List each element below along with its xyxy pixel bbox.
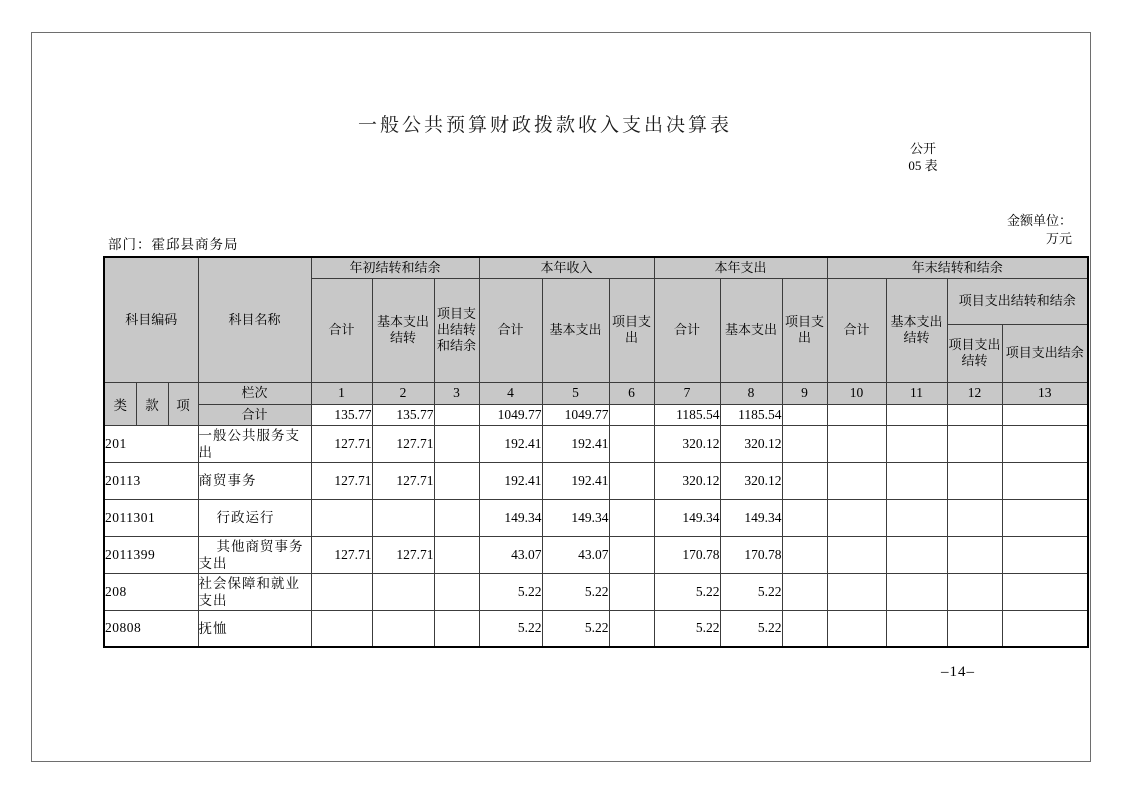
subject-code-cell: 2011399	[104, 536, 198, 573]
value-cell: 192.41	[479, 425, 542, 462]
header-col-7-total: 合计	[654, 278, 720, 382]
value-cell	[947, 425, 1002, 462]
value-cell	[372, 499, 434, 536]
value-cell	[1002, 610, 1088, 647]
value-cell: 127.71	[372, 425, 434, 462]
value-cell	[827, 425, 886, 462]
column-number-row	[104, 382, 1088, 404]
column-number: 11	[886, 382, 947, 404]
amount-unit-label	[948, 212, 1072, 247]
subject-name-cell: 其他商贸事务支出	[198, 536, 311, 573]
header-col-13-project-balance: 项目支出结余	[1002, 324, 1088, 382]
value-cell: 149.34	[542, 499, 609, 536]
header-code-class: 类	[104, 382, 136, 425]
value-cell	[1002, 536, 1088, 573]
table-body	[104, 257, 1088, 647]
value-cell	[434, 462, 479, 499]
grand-total-row	[104, 404, 1088, 425]
page-number: –14–	[941, 664, 975, 680]
value-cell	[1002, 425, 1088, 462]
header-group-row	[104, 257, 1088, 278]
value-cell: 149.34	[479, 499, 542, 536]
column-number: 9	[782, 382, 827, 404]
value-cell: 5.22	[720, 573, 782, 610]
header-col-1-total: 合计	[311, 278, 372, 382]
value-cell: 170.78	[720, 536, 782, 573]
value-cell	[782, 610, 827, 647]
budget-table	[103, 256, 1089, 648]
column-number: 4	[479, 382, 542, 404]
header-col-4-total: 合计	[479, 278, 542, 382]
header-subject-name: 科目名称	[198, 257, 311, 382]
value-cell: 127.71	[311, 536, 372, 573]
value-cell	[886, 610, 947, 647]
doc-label	[878, 140, 968, 174]
header-col-11-basic-carryover: 基本支出结转	[886, 278, 947, 382]
column-number: 2	[372, 382, 434, 404]
header-col-6-project-expense: 项目支出	[609, 278, 654, 382]
value-cell	[311, 610, 372, 647]
column-number-label: 栏次	[198, 382, 311, 404]
header-col-5-basic-expense: 基本支出	[542, 278, 609, 382]
header-group-year-expense: 本年支出	[654, 257, 827, 278]
value-cell	[609, 610, 654, 647]
value-cell	[886, 425, 947, 462]
subject-code-cell: 201	[104, 425, 198, 462]
value-cell	[434, 610, 479, 647]
amount-unit-line2: 万元	[1045, 230, 1072, 246]
value-cell	[782, 462, 827, 499]
header-subgroup-project-carryover-balance: 项目支出结转和结余	[947, 278, 1088, 324]
header-code-section: 款	[136, 382, 168, 425]
value-cell	[434, 573, 479, 610]
value-cell	[609, 462, 654, 499]
value-cell	[782, 536, 827, 573]
header-group-begin-balance: 年初结转和结余	[311, 257, 479, 278]
value-cell: 192.41	[479, 462, 542, 499]
grand-total-value	[434, 404, 479, 425]
value-cell	[947, 536, 1002, 573]
header-col-8-basic-expense: 基本支出	[720, 278, 782, 382]
value-cell	[434, 425, 479, 462]
value-cell	[609, 499, 654, 536]
column-number: 10	[827, 382, 886, 404]
value-cell: 320.12	[654, 462, 720, 499]
grand-total-value: 1049.77	[479, 404, 542, 425]
value-cell	[372, 610, 434, 647]
value-cell	[886, 499, 947, 536]
table-row	[104, 573, 1088, 610]
value-cell: 5.22	[542, 610, 609, 647]
value-cell: 5.22	[654, 610, 720, 647]
value-cell: 127.71	[372, 462, 434, 499]
value-cell: 5.22	[542, 573, 609, 610]
value-cell: 192.41	[542, 425, 609, 462]
subject-code-cell: 20113	[104, 462, 198, 499]
grand-total-value: 1185.54	[654, 404, 720, 425]
header-col-10-total: 合计	[827, 278, 886, 382]
value-cell	[827, 536, 886, 573]
value-cell	[434, 536, 479, 573]
value-cell	[1002, 462, 1088, 499]
value-cell: 127.71	[311, 462, 372, 499]
amount-unit-line1: 金额单位：	[1006, 213, 1072, 228]
value-cell: 127.71	[372, 536, 434, 573]
value-cell: 170.78	[654, 536, 720, 573]
value-cell	[947, 610, 1002, 647]
value-cell: 43.07	[542, 536, 609, 573]
grand-total-value: 1049.77	[542, 404, 609, 425]
value-cell	[1002, 573, 1088, 610]
grand-total-value	[609, 404, 654, 425]
value-cell	[827, 462, 886, 499]
subject-code-cell: 208	[104, 573, 198, 610]
grand-total-value	[1002, 404, 1088, 425]
column-number: 7	[654, 382, 720, 404]
value-cell	[827, 499, 886, 536]
subject-code-cell: 2011301	[104, 499, 198, 536]
value-cell	[609, 573, 654, 610]
value-cell: 149.34	[654, 499, 720, 536]
grand-total-value: 1185.54	[720, 404, 782, 425]
value-cell: 5.22	[654, 573, 720, 610]
value-cell	[947, 573, 1002, 610]
value-cell: 320.12	[654, 425, 720, 462]
table-row	[104, 610, 1088, 647]
value-cell	[827, 610, 886, 647]
value-cell	[782, 499, 827, 536]
doc-label-table-number: 05 表	[908, 158, 938, 173]
table-row	[104, 462, 1088, 499]
value-cell	[609, 425, 654, 462]
subject-name-cell: 一般公共服务支出	[198, 425, 311, 462]
value-cell: 5.22	[720, 610, 782, 647]
value-cell	[1002, 499, 1088, 536]
value-cell	[782, 425, 827, 462]
grand-total-value	[827, 404, 886, 425]
column-number: 5	[542, 382, 609, 404]
grand-total-value	[886, 404, 947, 425]
value-cell	[609, 536, 654, 573]
value-cell	[782, 573, 827, 610]
doc-label-public: 公开	[909, 141, 936, 156]
value-cell	[372, 573, 434, 610]
value-cell: 127.71	[311, 425, 372, 462]
column-number: 3	[434, 382, 479, 404]
value-cell: 320.12	[720, 462, 782, 499]
header-col-12-project-carryover: 项目支出结转	[947, 324, 1002, 382]
header-subject-code: 科目编码	[104, 257, 198, 382]
subject-name-cell: 社会保障和就业支出	[198, 573, 311, 610]
table-row	[104, 425, 1088, 462]
department-label: 部门：霍邱县商务局	[108, 237, 239, 252]
value-cell: 320.12	[720, 425, 782, 462]
column-number: 8	[720, 382, 782, 404]
value-cell	[311, 573, 372, 610]
column-number: 13	[1002, 382, 1088, 404]
header-col-3-project-carryover-balance: 项目支出结转和结余	[434, 278, 479, 382]
value-cell	[886, 462, 947, 499]
column-number: 12	[947, 382, 1002, 404]
grand-total-value: 135.77	[372, 404, 434, 425]
value-cell: 149.34	[720, 499, 782, 536]
grand-total-label: 合计	[198, 404, 311, 425]
subject-code-cell: 20808	[104, 610, 198, 647]
header-group-end-balance: 年末结转和结余	[827, 257, 1088, 278]
value-cell	[947, 462, 1002, 499]
value-cell: 192.41	[542, 462, 609, 499]
column-number: 1	[311, 382, 372, 404]
value-cell	[434, 499, 479, 536]
header-code-item: 项	[168, 382, 198, 425]
header-group-year-income: 本年收入	[479, 257, 654, 278]
value-cell	[947, 499, 1002, 536]
value-cell	[311, 499, 372, 536]
page-title: 一般公共预算财政拨款收入支出决算表	[357, 115, 732, 136]
column-number: 6	[609, 382, 654, 404]
grand-total-value	[947, 404, 1002, 425]
value-cell	[827, 573, 886, 610]
value-cell: 43.07	[479, 536, 542, 573]
value-cell: 5.22	[479, 573, 542, 610]
subject-name-cell: 行政运行	[198, 499, 311, 536]
subject-name-cell: 商贸事务	[198, 462, 311, 499]
value-cell	[886, 536, 947, 573]
grand-total-value	[782, 404, 827, 425]
table-row	[104, 499, 1088, 536]
value-cell: 5.22	[479, 610, 542, 647]
header-col-2-basic-carryover: 基本支出结转	[372, 278, 434, 382]
subject-name-cell: 抚恤	[198, 610, 311, 647]
header-col-9-project-expense: 项目支出	[782, 278, 827, 382]
grand-total-value: 135.77	[311, 404, 372, 425]
value-cell	[886, 573, 947, 610]
table-row	[104, 536, 1088, 573]
